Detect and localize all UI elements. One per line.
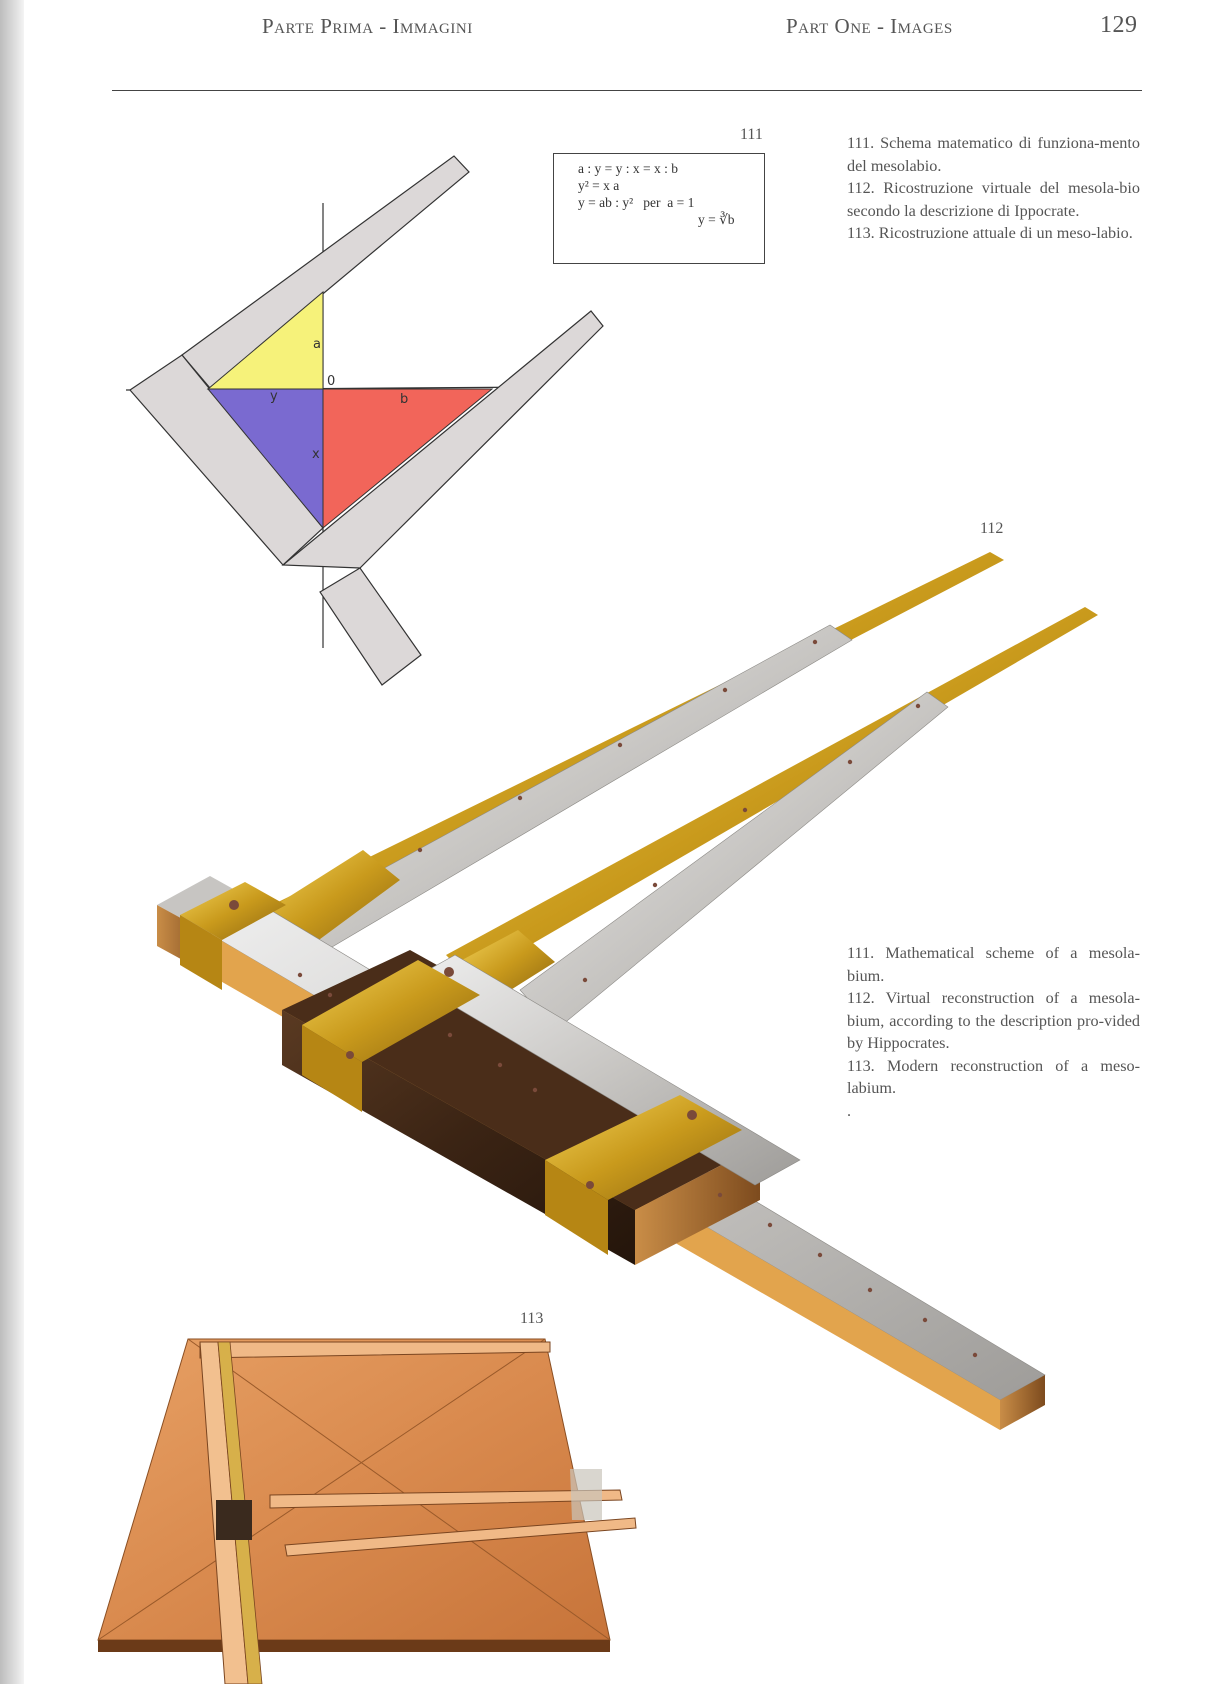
formula-box bbox=[553, 153, 765, 264]
caption-it-112: 112. Ricostruzione virtuale del mesola-bio secondo la descrizione di Ippocrate. bbox=[847, 179, 1140, 220]
board-edge bbox=[98, 1640, 610, 1652]
caption-it-111: 111. Schema matematico di funziona-mento del mesolabio. bbox=[847, 134, 1140, 175]
label-x: x bbox=[312, 447, 320, 462]
formula-line-3: y = ab : y² per a = 1 bbox=[578, 195, 695, 210]
figure-111-number: 111 bbox=[740, 126, 763, 143]
book-binding-shadow bbox=[0, 0, 24, 1684]
caption-it-113: 113. Ricostruzione attuale di un meso-labio. bbox=[847, 224, 1133, 242]
running-header-right: Part One - Images bbox=[786, 14, 953, 38]
formula-line-4: y = ∛b bbox=[698, 212, 735, 227]
figure-113-photo bbox=[90, 1329, 650, 1684]
slider-tab bbox=[570, 1469, 602, 1520]
drawing-board bbox=[98, 1339, 610, 1640]
formula-line-1: a : y = y : x = x : b bbox=[578, 161, 678, 176]
label-a: a bbox=[313, 337, 321, 352]
label-b: b bbox=[400, 392, 409, 407]
label-y: y bbox=[270, 389, 278, 404]
caption-en-112: 112. Virtual reconstruction of a mesola-bium, according to the description pro-vided by Hippocrates. bbox=[847, 989, 1140, 1052]
page-number: 129 bbox=[1100, 12, 1138, 38]
caption-italian bbox=[847, 132, 1140, 245]
figure-112-number: 112 bbox=[980, 520, 1004, 537]
running-header-left: Parte Prima - Immagini bbox=[262, 14, 473, 38]
caption-en-111: 111. Mathematical scheme of a mesola-bium. bbox=[847, 944, 1140, 985]
clamp-fixture bbox=[216, 1500, 252, 1540]
label-origin: 0 bbox=[327, 374, 336, 389]
upper-arm bbox=[182, 156, 469, 388]
caption-english bbox=[847, 942, 1140, 1122]
caption-en-dot: . bbox=[847, 1101, 852, 1120]
figure-113-number: 113 bbox=[520, 1310, 544, 1327]
caption-en-113: 113. Modern reconstruction of a meso-labium. bbox=[847, 1056, 1140, 1097]
formula-line-2: y² = x a bbox=[578, 178, 620, 193]
header-rule bbox=[112, 90, 1142, 91]
